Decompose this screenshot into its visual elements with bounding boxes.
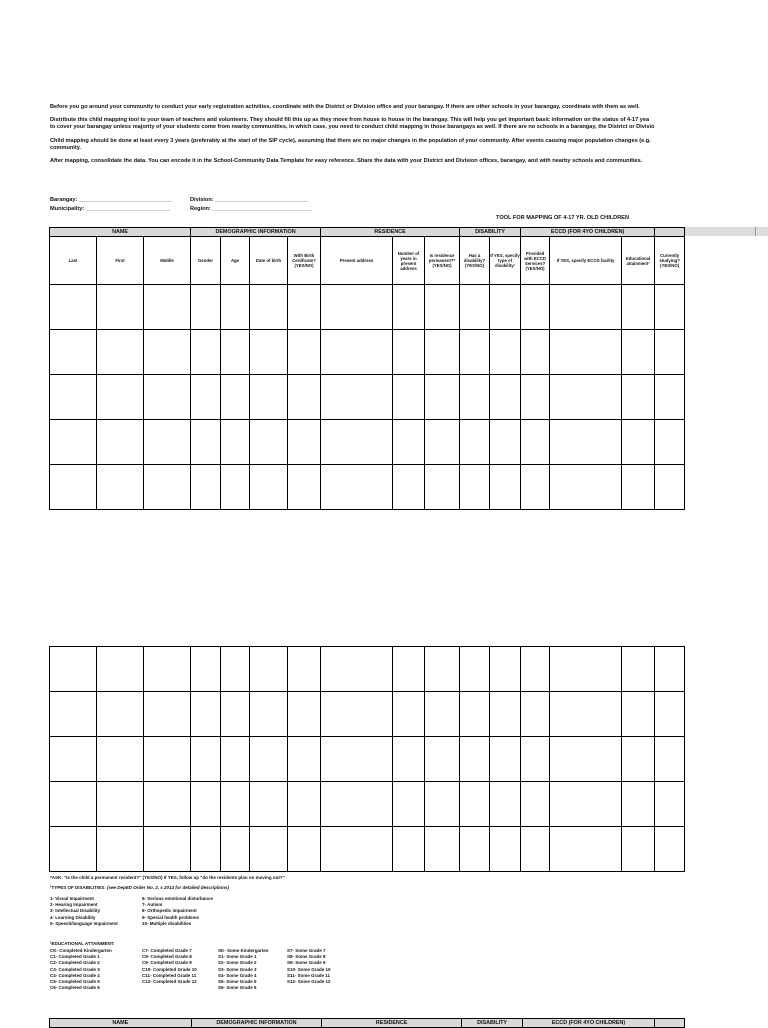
- table-cell[interactable]: [393, 285, 425, 330]
- table-cell[interactable]: [460, 692, 490, 737]
- table-cell[interactable]: [490, 420, 521, 465]
- table-cell[interactable]: [490, 827, 521, 872]
- table-cell[interactable]: [460, 647, 490, 692]
- table-cell[interactable]: [622, 465, 655, 510]
- table-cell[interactable]: [144, 737, 191, 782]
- col-birth-cert: With Birth Certificate? (YES/NO): [288, 237, 321, 285]
- group-blank: [655, 228, 685, 237]
- col-education: Educational attainment²: [622, 237, 655, 285]
- table-cell[interactable]: [622, 420, 655, 465]
- table-cell[interactable]: [321, 692, 393, 737]
- table-cell[interactable]: [50, 420, 97, 465]
- table-cell[interactable]: [521, 375, 550, 420]
- table-cell[interactable]: [490, 285, 521, 330]
- col-first: First: [97, 237, 144, 285]
- list-item: C9- Completed Grade 9: [142, 960, 192, 966]
- list-item: C7- Completed Grade 7: [142, 948, 192, 953]
- table-cell[interactable]: [521, 465, 550, 510]
- col-gender: Gender: [191, 237, 221, 285]
- table-cell[interactable]: [521, 285, 550, 330]
- group-demographic: DEMOGRAPHIC INFORMATION: [191, 228, 321, 237]
- list-item: S7- Some Grade 7: [287, 948, 326, 953]
- table-cell[interactable]: [191, 737, 221, 782]
- table-cell[interactable]: [221, 375, 250, 420]
- table-row: [50, 782, 685, 827]
- table-cell[interactable]: [221, 465, 250, 510]
- table-cell[interactable]: [655, 782, 685, 827]
- list-item: S1- Some Grade 1: [218, 954, 257, 960]
- column-header-row: [50, 237, 685, 285]
- table-cell[interactable]: [425, 692, 460, 737]
- table-cell[interactable]: [221, 827, 250, 872]
- region-field[interactable]: Region: ________________________________: [190, 206, 312, 212]
- table-cell[interactable]: [622, 375, 655, 420]
- table-cell[interactable]: [144, 465, 191, 510]
- list-item: C8- Completed Grade 8: [142, 954, 192, 960]
- table-cell[interactable]: [250, 465, 288, 510]
- table-cell[interactable]: [288, 465, 321, 510]
- list-item: C2- Completed Grade 2: [50, 960, 100, 966]
- list-item: S4- Some Grade 4: [218, 972, 257, 978]
- table-cell[interactable]: [50, 330, 97, 375]
- table-cell[interactable]: [490, 782, 521, 827]
- table-cell[interactable]: [425, 420, 460, 465]
- table-cell[interactable]: [50, 782, 97, 827]
- table-cell[interactable]: [191, 692, 221, 737]
- table-cell[interactable]: [425, 737, 460, 782]
- list-item: C12- Completed Grade 12: [142, 979, 197, 985]
- table-cell[interactable]: [393, 375, 425, 420]
- table-cell[interactable]: [50, 737, 97, 782]
- table-cell[interactable]: [655, 647, 685, 692]
- table-cell[interactable]: [393, 465, 425, 510]
- table-cell[interactable]: [655, 420, 685, 465]
- edu-list-1: [50, 948, 112, 991]
- table-cell[interactable]: [144, 782, 191, 827]
- table-cell[interactable]: [622, 647, 655, 692]
- table-cell[interactable]: [550, 420, 622, 465]
- table-cell[interactable]: [460, 420, 490, 465]
- list-item: S2- Some Grade 2: [218, 960, 257, 966]
- table-cell[interactable]: [425, 330, 460, 375]
- list-item: S8- Some Grade 8: [287, 954, 326, 960]
- table-cell[interactable]: [191, 827, 221, 872]
- list-item: 10- Multiple disabilities: [142, 920, 192, 926]
- types-reference: (see DepED Order No. 2, s 2014 for detailed descriptions): [107, 885, 230, 890]
- table-cell[interactable]: [144, 330, 191, 375]
- table-cell[interactable]: [288, 647, 321, 692]
- list-item: 5- Speech/language Impairment: [50, 920, 118, 926]
- col-eccd-facility: If YES, specify ECCD facility: [550, 237, 622, 285]
- table-cell[interactable]: [250, 692, 288, 737]
- types-heading: ¹TYPES OF DISABILITIES:: [50, 885, 108, 890]
- next-group-residence: RESIDENCE: [322, 1019, 462, 1028]
- table-cell[interactable]: [288, 420, 321, 465]
- table-cell[interactable]: [97, 285, 144, 330]
- list-item: S11- Some Grade 11: [287, 972, 331, 978]
- table-cell[interactable]: [521, 692, 550, 737]
- table-cell[interactable]: [50, 827, 97, 872]
- table-cell[interactable]: [655, 285, 685, 330]
- intro-paragraph-3: Child mapping should be done at least every 3 years (preferably at the start of the SIP cycle), assuming that there are no major changes in the population of your community. After events causing major population changes (e.g. community.: [50, 138, 651, 151]
- group-eccd: ECCD (FOR 4YO CHILDREN): [521, 228, 655, 237]
- table-cell[interactable]: [321, 330, 393, 375]
- table-cell[interactable]: [250, 782, 288, 827]
- table-cell[interactable]: [490, 737, 521, 782]
- table-cell[interactable]: [221, 285, 250, 330]
- col-address: Present address: [321, 237, 393, 285]
- table-cell[interactable]: [144, 827, 191, 872]
- note-types-heading: [50, 885, 229, 891]
- table-cell[interactable]: [393, 692, 425, 737]
- list-item: 1- Visual Impairment: [50, 896, 94, 901]
- table-cell[interactable]: [393, 330, 425, 375]
- table-cell[interactable]: [321, 782, 393, 827]
- intro-paragraph-1: Before you go around your community to conduct your early registration activities, coordinate with the District or Division office and your barangay. If there are other schools in your barangay, coordinate with them as well.: [50, 104, 640, 110]
- next-group-blank: [654, 1019, 684, 1028]
- next-group-demographic: DEMOGRAPHIC INFORMATION: [191, 1019, 322, 1028]
- list-item: C3- Completed Grade 3: [50, 966, 100, 972]
- table-cell[interactable]: [50, 375, 97, 420]
- table-cell[interactable]: [425, 285, 460, 330]
- edu-list-4: [287, 948, 331, 985]
- list-item: C1- Completed Grade 1: [50, 954, 100, 960]
- table-cell[interactable]: [393, 420, 425, 465]
- group-header-row: [50, 228, 685, 237]
- col-age: Age: [221, 237, 250, 285]
- list-item: 4- Learning Disability: [50, 914, 96, 920]
- table-cell[interactable]: [321, 375, 393, 420]
- table-cell[interactable]: [288, 737, 321, 782]
- table-cell[interactable]: [393, 782, 425, 827]
- table-cell[interactable]: [221, 782, 250, 827]
- list-item: 7- Autism: [142, 902, 163, 908]
- table-cell[interactable]: [191, 420, 221, 465]
- table-cell[interactable]: [191, 465, 221, 510]
- col-permanent: Is residence permanent?* (YES/NO): [425, 237, 460, 285]
- group-residence: RESIDENCE: [321, 228, 460, 237]
- list-item: CK- Completed Kindergarten: [50, 948, 112, 953]
- table-cell[interactable]: [144, 420, 191, 465]
- table-cell[interactable]: [50, 285, 97, 330]
- table-cell[interactable]: [521, 782, 550, 827]
- list-item: S10- Some Grade 10: [287, 966, 331, 972]
- table-cell[interactable]: [490, 465, 521, 510]
- table-body-1: [50, 285, 685, 510]
- next-group-eccd: ECCD (FOR 4YO CHILDREN): [523, 1019, 655, 1028]
- list-item: S12- Some Grade 12: [287, 979, 331, 985]
- list-item: S6- Some Grade 6: [218, 985, 257, 991]
- table-cell[interactable]: [550, 827, 622, 872]
- table-cell[interactable]: [97, 330, 144, 375]
- table-cell[interactable]: [490, 375, 521, 420]
- table-cell[interactable]: [250, 827, 288, 872]
- intro-paragraph-2: Distribute this child mapping tool to your team of teachers and volunteers. They should fill this up as they move from house to house in the barangay. This will help you get important basic information on the status of 4-17 yea to cover your barangay unless majority of your students come from nearby communities, in which case, you need to conduct child mapping in those barangays as well. If there are no schools in a barangay, the District or Divisio: [50, 117, 655, 130]
- table-cell[interactable]: [460, 782, 490, 827]
- next-group-disability: DISABILITY: [461, 1019, 522, 1028]
- table-cell[interactable]: [425, 782, 460, 827]
- table-cell[interactable]: [288, 285, 321, 330]
- list-item: 3- Intellectual Disability: [50, 908, 101, 914]
- table-cell[interactable]: [221, 330, 250, 375]
- col-disability-type: If YES, specify type of disability¹: [490, 237, 521, 285]
- tool-title: TOOL FOR MAPPING OF 4-17 YR. OLD CHILDREN: [496, 215, 630, 221]
- table-cell[interactable]: [50, 465, 97, 510]
- table-cell[interactable]: [191, 782, 221, 827]
- list-item: SK- Some Kindergarten: [218, 948, 269, 953]
- table-cell[interactable]: [250, 285, 288, 330]
- table-cell[interactable]: [550, 330, 622, 375]
- table-cell[interactable]: [460, 330, 490, 375]
- barangay-field[interactable]: Barangay: ______________________________: [50, 197, 173, 203]
- table-cell[interactable]: [622, 692, 655, 737]
- list-item: S3- Some Grade 3: [218, 966, 257, 972]
- table-cell[interactable]: [288, 782, 321, 827]
- table-cell[interactable]: [288, 692, 321, 737]
- table-cell[interactable]: [622, 285, 655, 330]
- list-item: S5- Some Grade 5: [218, 979, 257, 985]
- table-cell[interactable]: [221, 737, 250, 782]
- note-ask: *ASK: "Is the child a permanent resident?" (YES/NO) If YES, follow up "do the residents plan on moving out?": [50, 875, 285, 880]
- band-divider: [755, 227, 756, 236]
- table-cell[interactable]: [550, 647, 622, 692]
- table-cell[interactable]: [425, 375, 460, 420]
- table-cell[interactable]: [97, 692, 144, 737]
- list-item: C5- Completed Grade 5: [50, 979, 100, 985]
- table-cell[interactable]: [97, 782, 144, 827]
- table-cell[interactable]: [460, 285, 490, 330]
- table-cell[interactable]: [97, 465, 144, 510]
- table-cell[interactable]: [550, 782, 622, 827]
- list-item: 6- Serious emotional disturbance: [142, 896, 214, 901]
- list-item: 9- Special health problems: [142, 914, 200, 920]
- col-has-disability: Has a disability? (YES/NO): [460, 237, 490, 285]
- mapping-table-continued: [49, 646, 685, 872]
- table-cell[interactable]: [144, 285, 191, 330]
- table-cell[interactable]: [425, 465, 460, 510]
- table-cell[interactable]: [550, 692, 622, 737]
- table-row: [50, 827, 685, 872]
- col-years: Number of years in present address: [393, 237, 425, 285]
- division-field[interactable]: Division: ______________________________: [190, 197, 309, 203]
- table-cell[interactable]: [144, 692, 191, 737]
- table-cell[interactable]: [250, 375, 288, 420]
- table-cell[interactable]: [655, 692, 685, 737]
- table-cell[interactable]: [655, 737, 685, 782]
- table-cell[interactable]: [250, 737, 288, 782]
- table-cell[interactable]: [655, 375, 685, 420]
- edu-heading: ²EDUCATIONAL ATTAINMENT:: [50, 941, 115, 946]
- table-cell[interactable]: [521, 330, 550, 375]
- table-cell[interactable]: [250, 330, 288, 375]
- col-eccd-provided: Provided with ECCD Services? (YES/NO): [521, 237, 550, 285]
- table-cell[interactable]: [550, 375, 622, 420]
- table-cell[interactable]: [622, 782, 655, 827]
- list-item: C6- Completed Grade 6: [50, 985, 100, 991]
- table-cell[interactable]: [550, 285, 622, 330]
- table-cell[interactable]: [521, 420, 550, 465]
- table-row: [50, 647, 685, 692]
- mapping-table: [49, 227, 685, 510]
- table-row: [50, 285, 685, 330]
- table-body-2: [50, 647, 685, 872]
- table-row: [50, 465, 685, 510]
- table-cell[interactable]: [221, 692, 250, 737]
- table-cell[interactable]: [393, 827, 425, 872]
- table-cell[interactable]: [250, 647, 288, 692]
- table-cell[interactable]: [321, 285, 393, 330]
- table-cell[interactable]: [221, 420, 250, 465]
- list-item: 2- Hearing Impairment: [50, 902, 98, 908]
- intro-paragraph-4: After mapping, consolidate the data. You can encode it in the School-Community Data Template for easy reference. Share the data with your District and Division offices, barangay, and with nearby schools and communities.: [50, 158, 643, 164]
- list-item: 8- Orthopedic impairment: [142, 908, 197, 914]
- table-cell[interactable]: [288, 330, 321, 375]
- table-cell[interactable]: [490, 330, 521, 375]
- table-cell[interactable]: [550, 465, 622, 510]
- table-row: [50, 692, 685, 737]
- list-item: C4- Completed Grade 4: [50, 972, 100, 978]
- table-cell[interactable]: [97, 375, 144, 420]
- table-cell[interactable]: [321, 737, 393, 782]
- col-studying: Currently studying? (YES/NO): [655, 237, 685, 285]
- table-cell[interactable]: [50, 647, 97, 692]
- table-cell[interactable]: [191, 647, 221, 692]
- table-cell[interactable]: [321, 827, 393, 872]
- table-cell[interactable]: [288, 375, 321, 420]
- table-cell[interactable]: [521, 827, 550, 872]
- mapping-table-next-header: [49, 1018, 685, 1028]
- list-item: S9- Some Grade 9: [287, 960, 326, 966]
- table-cell[interactable]: [425, 647, 460, 692]
- table-row: [50, 737, 685, 782]
- table-cell[interactable]: [490, 647, 521, 692]
- municipality-field[interactable]: Municipality: ___________________________: [50, 206, 170, 212]
- table-cell[interactable]: [655, 330, 685, 375]
- table-row: [50, 375, 685, 420]
- table-cell[interactable]: [97, 420, 144, 465]
- table-cell[interactable]: [144, 647, 191, 692]
- table-cell[interactable]: [250, 420, 288, 465]
- table-cell[interactable]: [191, 285, 221, 330]
- table-cell[interactable]: [191, 375, 221, 420]
- table-cell[interactable]: [97, 827, 144, 872]
- table-cell[interactable]: [622, 330, 655, 375]
- table-cell[interactable]: [97, 647, 144, 692]
- table-cell[interactable]: [521, 647, 550, 692]
- table-cell[interactable]: [321, 465, 393, 510]
- table-cell[interactable]: [393, 737, 425, 782]
- col-dob: Date of birth: [250, 237, 288, 285]
- table-cell[interactable]: [622, 827, 655, 872]
- table-cell[interactable]: [97, 737, 144, 782]
- table-row: [50, 420, 685, 465]
- table-cell[interactable]: [321, 420, 393, 465]
- table-cell[interactable]: [50, 692, 97, 737]
- group-disability: DISABILITY: [460, 228, 521, 237]
- table-cell[interactable]: [460, 465, 490, 510]
- table-cell[interactable]: [490, 692, 521, 737]
- table-cell[interactable]: [191, 330, 221, 375]
- table-cell[interactable]: [655, 465, 685, 510]
- table-cell[interactable]: [221, 647, 250, 692]
- types-list-1: [50, 896, 118, 927]
- table-cell[interactable]: [460, 737, 490, 782]
- col-last: Last: [50, 237, 97, 285]
- table-cell[interactable]: [521, 737, 550, 782]
- next-group-name: NAME: [50, 1019, 192, 1028]
- types-list-2: [142, 896, 213, 927]
- edu-list-3: [218, 948, 269, 991]
- table-cell[interactable]: [460, 827, 490, 872]
- edu-list-2: [142, 948, 197, 985]
- col-middle: Middle: [144, 237, 191, 285]
- table-cell[interactable]: [550, 737, 622, 782]
- table-cell[interactable]: [321, 647, 393, 692]
- table-cell[interactable]: [393, 647, 425, 692]
- list-item: C11- Completed Grade 11: [142, 972, 197, 978]
- table-cell[interactable]: [288, 827, 321, 872]
- list-item: C10- Completed Grade 10: [142, 966, 197, 972]
- group-name: NAME: [50, 228, 191, 237]
- table-cell[interactable]: [144, 375, 191, 420]
- table-row: [50, 330, 685, 375]
- table-cell[interactable]: [655, 827, 685, 872]
- table-cell[interactable]: [622, 737, 655, 782]
- table-cell[interactable]: [460, 375, 490, 420]
- table-cell[interactable]: [425, 827, 460, 872]
